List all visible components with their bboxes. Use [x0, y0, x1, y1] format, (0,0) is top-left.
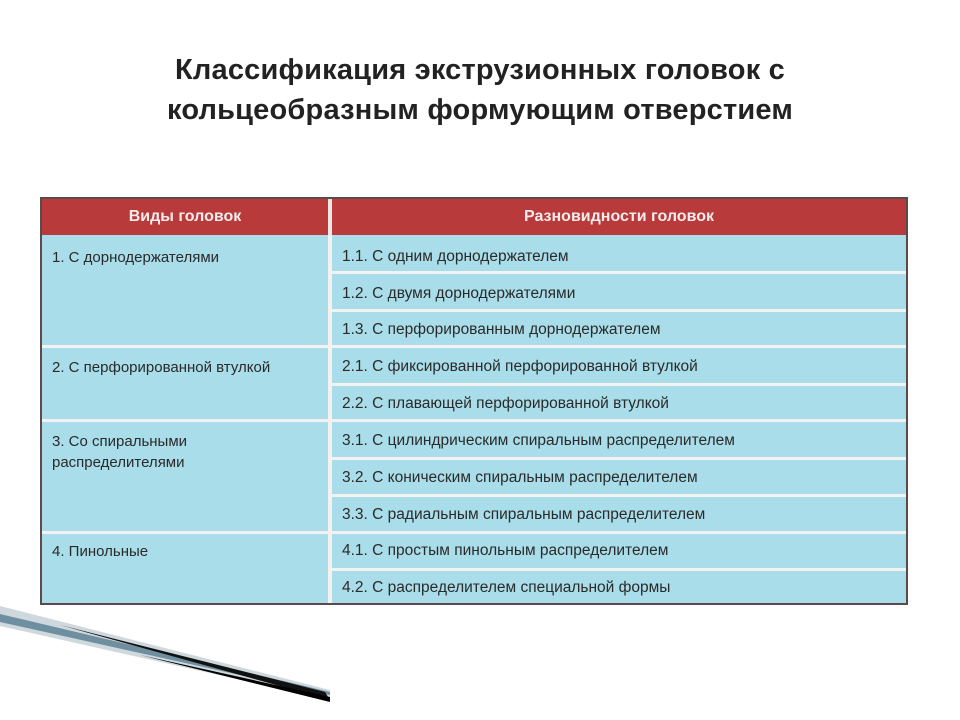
- group-separator: [42, 345, 906, 348]
- header-head-variants: Разновидности головок: [524, 208, 714, 225]
- slide-title: [60, 50, 900, 130]
- group-cell-4: 4. Пинольные: [52, 543, 149, 560]
- group-separator: [42, 419, 906, 422]
- row-separator: [332, 383, 906, 386]
- variant-cell-3-3: 3.3. С радиальным спиральным распределителем: [342, 506, 706, 523]
- row-separator: [332, 568, 906, 571]
- variant-cell-1-3: 1.3. С перфорированным дорнодержателем: [342, 321, 661, 338]
- row-separator: [332, 309, 906, 312]
- classification-table: [40, 197, 908, 605]
- group-cell-2: 2. С перфорированной втулкой: [52, 359, 271, 376]
- variant-cell-2-2: 2.2. С плавающей перфорированной втулкой: [342, 395, 669, 412]
- variant-cell-3-2: 3.2. С коническим спиральным распределителем: [342, 469, 698, 486]
- group-cell-3: 3. Со спиральными распределителями: [52, 433, 188, 471]
- group-separator: [42, 531, 906, 534]
- table-header-row: [42, 199, 906, 235]
- variant-cell-1-2: 1.2. С двумя дорнодержателями: [342, 285, 576, 302]
- row-separator: [332, 457, 906, 460]
- variant-cell-4-1: 4.1. С простым пинольным распределителем: [342, 542, 669, 559]
- group-cell-1: 1. С дорнодержателями: [52, 249, 220, 266]
- slide-title-line-1: Классификация экструзионных головок с: [174, 54, 785, 86]
- row-separator: [332, 494, 906, 497]
- row-separator: [332, 271, 906, 274]
- header-head-types: Виды головок: [128, 208, 242, 225]
- slide-title-line-2: кольцеобразным формующим отверстием: [166, 94, 793, 126]
- variant-cell-4-2: 4.2. С распределителем специальной формы: [342, 579, 671, 596]
- variant-cell-1-1: 1.1. С одним дорнодержателем: [342, 248, 569, 265]
- variant-cell-3-1: 3.1. С цилиндрическим спиральным распределителем: [342, 432, 735, 449]
- variant-cell-2-1: 2.1. С фиксированной перфорированной втулкой: [342, 358, 698, 375]
